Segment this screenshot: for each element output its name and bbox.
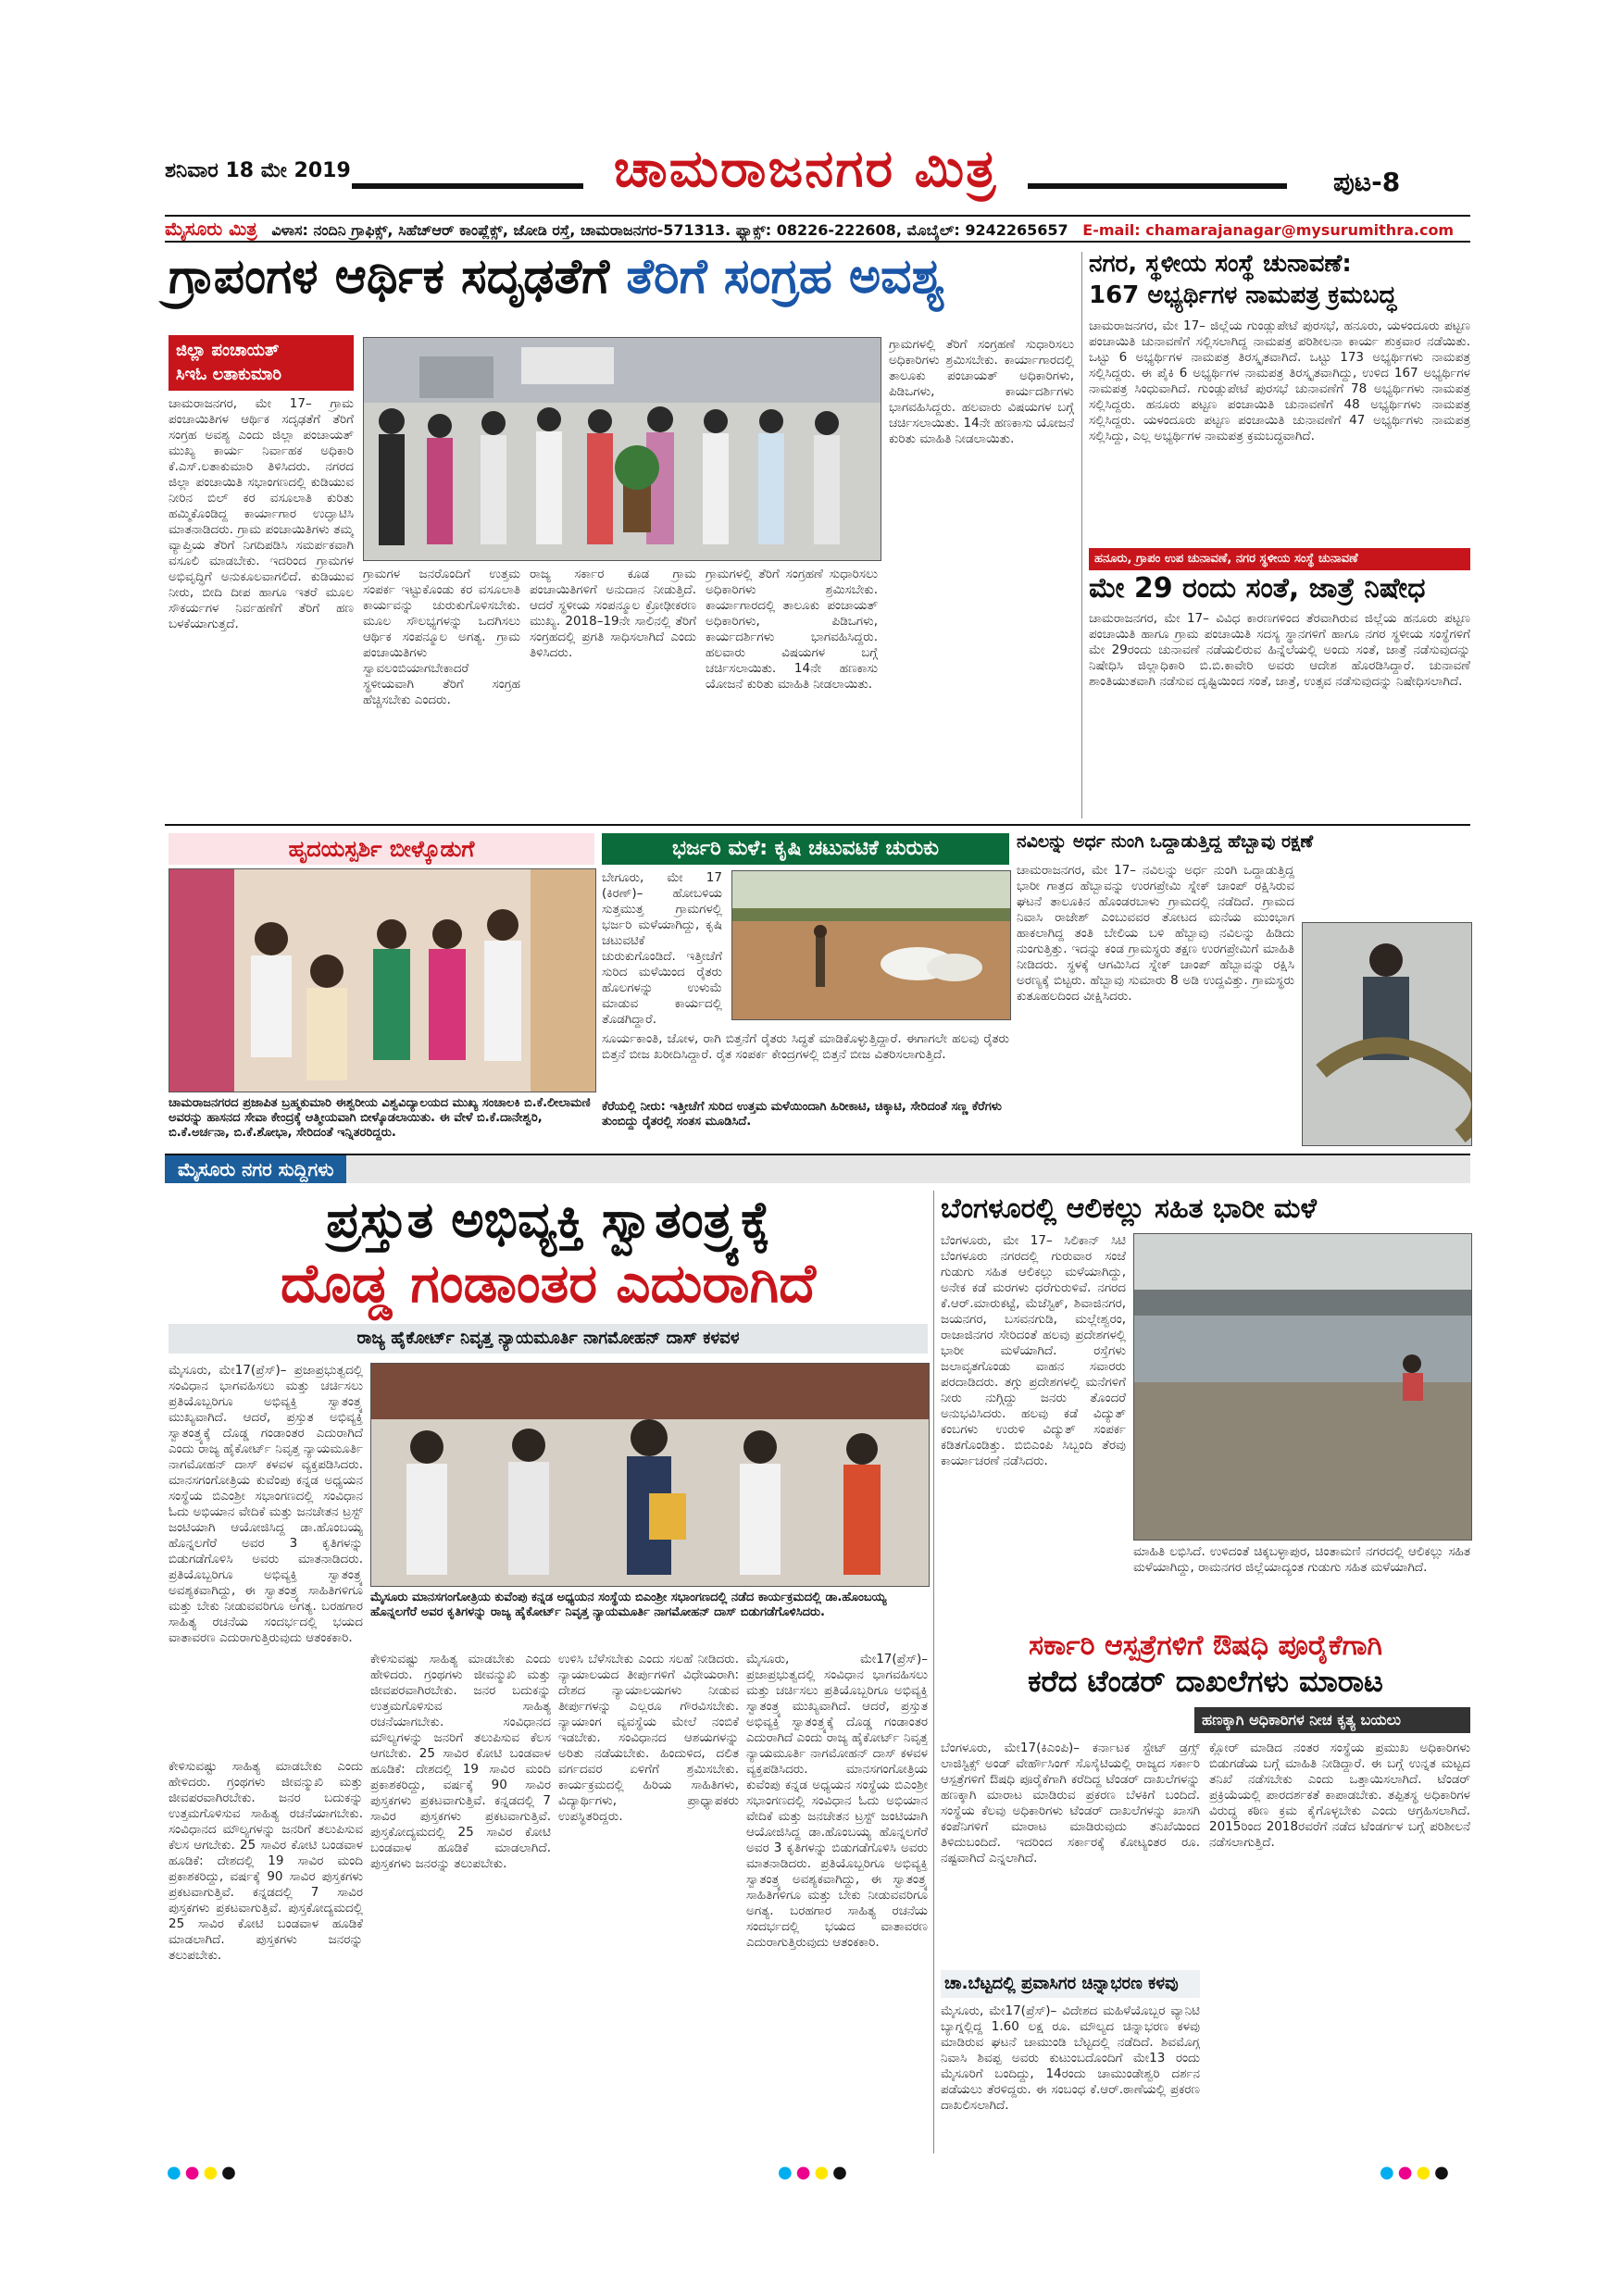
book-release-photo-graphic bbox=[371, 1364, 929, 1586]
article6-body-col1: ಮೈಸೂರು, ಮೇ17(ಪ್ರೆಸ್)– ಪ್ರಜಾಪ್ರಭುತ್ವದಲ್ಲಿ ಸಂವಿಧಾನ ಭಾಗವಹಿಸಲು ಮತ್ತು ಚರ್ಚಿಸಲು ಪ್ರತಿಯೊಬ್ಬರಿಗೂ ಅಭಿವ್ಯಕ್ತಿ ಸ್ವಾತಂತ್ರ್ಯ ಮುಖ್ಯವಾಗಿದೆ. ಆದರೆ, ಪ್ರಸ್ತುತ ಅಭಿವ್ಯಕ್ತಿ ಸ್ವಾತಂತ್ರ್ಯಕ್ಕೆ ದೊಡ್ಡ ಗಂಡಾಂತರ ಎದುರಾಗಿದೆ ಎಂದು ರಾಜ್ಯ ಹೈಕೋರ್ಟ್ ನಿವೃತ್ತ ನ್ಯಾಯಮೂರ್ತಿ ನಾಗಮೋಹನ್ ದಾಸ್ ಕಳವಳ ವ್ಯಕ್ತಪಡಿಸಿದರು. ಮಾನಸಗಂಗೋತ್ರಿಯ ಕುವೆಂಪು ಕನ್ನಡ ಅಧ್ಯಯನ ಸಂಸ್ಥೆಯ ಬಿಎಂಶ್ರೀ ಸಭಾಂಗಣದಲ್ಲಿ ಸಂವಿಧಾನ ಓದು ಅಭಿಯಾನ ವೇದಿಕೆ ಮತ್ತು ಜನಚೇತನ ಟ್ರಸ್ಟ್ ಜಂಟಿಯಾಗಿ ಆಯೋಜಿಸಿದ್ದ ಡಾ.ಹೊಂಬಯ್ಯ ಹೊನ್ನಲಗೆರೆ ಅವರ 3 ಕೃತಿಗಳನ್ನು ಬಿಡುಗಡೆಗೊಳಿಸಿ ಅವರು ಮಾತನಾಡಿದರು. ಪ್ರತಿಯೊಬ್ಬರಿಗೂ ಅಭಿವ್ಯಕ್ತಿ ಸ್ವಾತಂತ್ರ್ಯ ಅವಶ್ಯಕವಾಗಿದ್ದು, ಈ ಸ್ವಾತಂತ್ರ್ಯ ಸಾಹಿತಿಗಳಿಗೂ ಮತ್ತು ಬೇಕು ನೀಡುವವರಿಗೂ ಅಗತ್ಯ. ಬರಹಗಾರ ಸಾಹಿತ್ಯ ರಚನೆಯ ಸಂದರ್ಭದಲ್ಲಿ ಭಯದ ವಾತಾವರಣ ಎದುರಾಗುತ್ತಿರುವುದು ಆತಂಕಕಾರಿ. bbox=[169, 1363, 363, 1645]
photo-feature-caption: ಚಾಮರಾಜನಗರದ ಪ್ರಜಾಪಿತ ಬ್ರಹ್ಮಕುಮಾರಿ ಈಶ್ವರೀಯ ವಿಶ್ವವಿದ್ಯಾಲಯದ ಮುಖ್ಯ ಸಂಚಾಲಕಿ ಬಿ.ಕೆ.ಲೀಲಾಮಣಿ ಅವರನ್ನು ಹಾಸನದ ಸೇವಾ ಕೇಂದ್ರಕ್ಕೆ ಆತ್ಮೀಯವಾಗಿ ಬೀಳ್ಕೊಡಲಾಯಿತು. ಈ ವೇಳೆ ಬಿ.ಕೆ.ದಾನೇಶ್ವರಿ, ಬಿ.ಕೆ.ಅರ್ಚನಾ, ಬಿ.ಕೆ.ಶೋಭಾ, ಸೇರಿದಂತೆ ಇನ್ನಿತರರಿದ್ದರು. bbox=[169, 1096, 591, 1140]
article1-kicker bbox=[169, 335, 354, 391]
article1-body-col3: ರಾಜ್ಯ ಸರ್ಕಾರ ಕೂಡ ಗ್ರಾಮ ಪಂಚಾಯಿತಿಗಳಿಗೆ ಅನುದಾನ ನೀಡುತ್ತಿದೆ. ಆದರೆ ಸ್ಥಳೀಯ ಸಂಪನ್ಮೂಲ ಕ್ರೋಢೀಕರಣ ಮುಖ್ಯ. 2018–19ನೇ ಸಾಲಿನಲ್ಲಿ ತೆರಿಗೆ ಸಂಗ್ರಹದಲ್ಲಿ ಪ್ರಗತಿ ಸಾಧಿಸಲಾಗಿದೆ ಎಂದು ತಿಳಿಸಿದರು. bbox=[530, 567, 696, 660]
article7-photo bbox=[1133, 1233, 1472, 1541]
registration-marks-left: ●●●● bbox=[167, 2163, 240, 2182]
publisher-logo: ಮೈಸೂರು ಮಿತ್ರ bbox=[165, 218, 257, 240]
photo-feature-image bbox=[169, 868, 596, 1092]
masthead-rule-right bbox=[1028, 183, 1287, 189]
article7-body-col1: ಬೆಂಗಳೂರು, ಮೇ 17– ಸಿಲಿಕಾನ್ ಸಿಟಿ ಬೆಂಗಳೂರು ನಗರದಲ್ಲಿ ಗುರುವಾರ ಸಂಜೆ ಗುಡುಗು ಸಹಿತ ಆಲಿಕಲ್ಲು ಮಳೆಯಾಗಿದ್ದು, ಅನೇಕ ಕಡೆ ಮರಗಳು ಧರೆಗುರುಳಿವೆ. ನಗರದ ಕೆ.ಆರ್.ಮಾರುಕಟ್ಟೆ, ಮೆಜೆಸ್ಟಿಕ್, ಶಿವಾಜಿನಗರ, ಜಯನಗರ, ಬಸವನಗುಡಿ, ಮಲ್ಲೇಶ್ವರಂ, ರಾಜಾಜಿನಗರ ಸೇರಿದಂತೆ ಹಲವು ಪ್ರದೇಶಗಳಲ್ಲಿ ಭಾರೀ ಮಳೆಯಾಗಿದೆ. ರಸ್ತೆಗಳು ಜಲಾವೃತಗೊಂಡು ವಾಹನ ಸವಾರರು ಪರದಾಡಿದರು. ತಗ್ಗು ಪ್ರದೇಶಗಳಲ್ಲಿ ಮನೆಗಳಿಗೆ ನೀರು ನುಗ್ಗಿದ್ದು ಜನರು ತೊಂದರೆ ಅನುಭವಿಸಿದರು. ಹಲವು ಕಡೆ ವಿದ್ಯುತ್ ಕಂಬಗಳು ಉರುಳಿ ವಿದ್ಯುತ್ ಸಂಪರ್ಕ ಕಡಿತಗೊಂಡಿತ್ತು. ಬಿಬಿಎಂಪಿ ಸಿಬ್ಬಂದಿ ತೆರವು ಕಾರ್ಯಾಚರಣೆ ನಡೆಸಿದರು. bbox=[941, 1233, 1126, 1468]
column-divider bbox=[933, 1191, 934, 2153]
article6-photo-caption: ಮೈಸೂರು ಮಾನಸಗಂಗೋತ್ರಿಯ ಕುವೆಂಪು ಕನ್ನಡ ಅಧ್ಯಯನ ಸಂಸ್ಥೆಯ ಬಿಎಂಶ್ರೀ ಸಭಾಂಗಣದಲ್ಲಿ ನಡೆದ ಕಾರ್ಯಕ್ರಮದಲ್ಲಿ ಡಾ.ಹೊಂಬಯ್ಯ ಹೊನ್ನಲಗೆರೆ ಅವರ ಕೃತಿಗಳನ್ನು ರಾಜ್ಯ ಹೈಕೋರ್ಟ್ ನಿವೃತ್ತ ನ್ಯಾಯಮೂರ್ತಿ ನಾಗಮೋಹನ್ ದಾಸ್ ಬಿಡುಗಡೆಗೊಳಿಸಿದರು. bbox=[370, 1591, 887, 1619]
photo-feature-headline: ಹೃದಯಸ್ಪರ್ಶಿ ಬೀಳ್ಕೊಡುಗೆ bbox=[169, 833, 594, 865]
article8-body-col2: ಕ್ಲೋರ್ ಮಾಡಿದ ನಂತರ ಸಂಸ್ಥೆಯ ಪ್ರಮುಖ ಅಧಿಕಾರಿಗಳು ಬಿಡುಗಡೆಯ ಬಗ್ಗೆ ಮಾಹಿತಿ ನೀಡಿದ್ದಾರೆ. ಈ ಬಗ್ಗೆ ಉನ್ನತ ಮಟ್ಟದ ತನಿಖೆ ನಡೆಸಬೇಕು ಎಂದು ಒತ್ತಾಯಿಸಲಾಗಿದೆ. ಟೆಂಡರ್ ಪ್ರಕ್ರಿಯೆಯಲ್ಲಿ ಪಾರದರ್ಶಕತೆ ಕಾಪಾಡಬೇಕು. ತಪ್ಪಿತಸ್ಥ ಅಧಿಕಾರಿಗಳ ವಿರುದ್ಧ ಕಠಿಣ ಕ್ರಮ ಕೈಗೊಳ್ಳಬೇಕು ಎಂದು ಆಗ್ರಹಿಸಲಾಗಿದೆ. 2015ರಿಂದ 2018ರವರೆಗೆ ನಡೆದ ಟೆಂಡರ್ಗಳ ಬಗ್ಗೆ ಪರಿಶೀಲನೆ ನಡೆಸಲಾಗುತ್ತಿದೆ. bbox=[1209, 1741, 1470, 1850]
article5-body: ಚಾಮರಾಜನಗರ, ಮೇ 17– ನವಿಲನ್ನು ಅರ್ಧ ನುಂಗಿ ಒದ್ದಾಡುತ್ತಿದ್ದ ಭಾರೀ ಗಾತ್ರದ ಹೆಬ್ಬಾವನ್ನು ಉರಗಪ್ರೇಮಿ ಸ್ನೇಕ್ ಚಾಂಪ್ ರಕ್ಷಿಸಿರುವ ಘಟನೆ ತಾಲೂಕಿನ ಹೊಂಡರಬಾಳು ಗ್ರಾಮದಲ್ಲಿ ನಡೆದಿದೆ. ಗ್ರಾಮದ ನಿವಾಸಿ ರಾಜೇಶ್ ಎಂಬುವವರ ತೋಟದ ಮನೆಯ ಮುಂಭಾಗ ಹಾಕಲಾಗಿದ್ದ ತಂತಿ ಬೇಲಿಯ ಬಳಿ ಹೆಬ್ಬಾವು ನವಿಲನ್ನು ಹಿಡಿದು ನುಂಗುತ್ತಿತ್ತು. ಇದನ್ನು ಕಂಡ ಗ್ರಾಮಸ್ಥರು ತಕ್ಷಣ ಉರಗಪ್ರೇಮಿಗೆ ಮಾಹಿತಿ ನೀಡಿದರು. ಸ್ಥಳಕ್ಕೆ ಆಗಮಿಸಿದ ಸ್ನೇಕ್ ಚಾಂಪ್ ಹೆಬ್ಬಾವನ್ನು ರಕ್ಷಿಸಿ ಅರಣ್ಯಕ್ಕೆ ಬಿಟ್ಟರು. ಹೆಬ್ಬಾವು ಸುಮಾರು 8 ಅಡಿ ಉದ್ದವಿತ್ತು. ಗ್ರಾಮಸ್ಥರು ಕುತೂಹಲದಿಂದ ವೀಕ್ಷಿಸಿದರು. bbox=[1017, 863, 1294, 1004]
article8-subhead: ಹಣಕ್ಕಾಗಿ ಅಧಿಕಾರಿಗಳ ನೀಚ ಕೃತ್ಯ ಬಯಲು bbox=[1194, 1707, 1470, 1733]
masthead-title: ಚಾಮರಾಜನಗರ ಮಿತ್ರ bbox=[613, 139, 998, 199]
section-rule bbox=[165, 824, 1470, 826]
article6-headline-line2: ದೊಡ್ಡ ಗಂಡಾಂತರ ಎದುರಾಗಿದೆ bbox=[280, 1252, 817, 1315]
article1-kicker-line2: ಸಿಇಓ ಲತಾಕುಮಾರಿ bbox=[176, 365, 281, 384]
article1-headline bbox=[169, 249, 1187, 328]
article6-body-col1b: ಕೇಳಿಸುವಷ್ಟು ಸಾಹಿತ್ಯ ಮಾಡಬೇಕು ಎಂದು ಹೇಳಿದರು. ಗ್ರಂಥಗಳು ಜೀವನ್ಮುಖಿ ಮತ್ತು ಜೀವಪರವಾಗಿರಬೇಕು. ಜನರ ಬದುಕನ್ನು ಉತ್ತಮಗೊಳಿಸುವ ಸಾಹಿತ್ಯ ರಚನೆಯಾಗಬೇಕು. ಸಂವಿಧಾನದ ಮೌಲ್ಯಗಳನ್ನು ಜನರಿಗೆ ತಲುಪಿಸುವ ಕೆಲಸ ಆಗಬೇಕು. 25 ಸಾವಿರ ಕೋಟಿ ಬಂಡವಾಳ ಹೂಡಿಕೆ: ದೇಶದಲ್ಲಿ 19 ಸಾವಿರ ಮಂದಿ ಪ್ರಕಾಶಕರಿದ್ದು, ವರ್ಷಕ್ಕೆ 90 ಸಾವಿರ ಪುಸ್ತಕಗಳು ಪ್ರಕಟವಾಗುತ್ತಿವೆ. ಕನ್ನಡದಲ್ಲಿ 7 ಸಾವಿರ ಪುಸ್ತಕಗಳು ಪ್ರಕಟವಾಗುತ್ತಿವೆ. ಪುಸ್ತಕೋದ್ಯಮದಲ್ಲಿ 25 ಸಾವಿರ ಕೋಟಿ ಬಂಡವಾಳ ಹೂಡಿಕೆ ಮಾಡಲಾಗಿದೆ. ಪುಸ್ತಕಗಳು ಜನರನ್ನು ತಲುಪಬೇಕು. bbox=[169, 1759, 363, 1963]
article9-body: ಮೈಸೂರು, ಮೇ17(ಪ್ರೆಸ್)– ವಿದೇಶದ ಮಹಿಳೆಯೊಬ್ಬರ ವ್ಯಾನಿಟಿ ಬ್ಯಾಗ್ನಲ್ಲಿದ್ದ 1.60 ಲಕ್ಷ ರೂ. ಮೌಲ್ಯದ ಚಿನ್ನಾಭರಣ ಕಳವು ಮಾಡಿರುವ ಘಟನೆ ಚಾಮುಂಡಿ ಬೆಟ್ಟದಲ್ಲಿ ನಡೆದಿದೆ. ಶಿವಮೊಗ್ಗ ನಿವಾಸಿ ಶಿವಪ್ಪ ಅವರು ಕುಟುಂಬದೊಂದಿಗೆ ಮೇ13 ರಂದು ಮೈಸೂರಿಗೆ ಬಂದಿದ್ದು, 14ರಂದು ಚಾಮುಂಡೇಶ್ವರಿ ದರ್ಶನ ಪಡೆಯಲು ತೆರಳಿದ್ದರು. ಈ ಸಂಬಂಧ ಕೆ.ಆರ್.ಠಾಣೆಯಲ್ಲಿ ಪ್ರಕರಣ ದಾಖಲಿಸಲಾಗಿದೆ. bbox=[941, 2003, 1200, 2113]
article3-kicker: ಹನೂರು, ಗ್ರಾಪಂ ಉಪ ಚುನಾವಣೆ, ನಗರ ಸ್ಥಳೀಯ ಸಂಸ್ಥೆ ಚುನಾವಣೆ bbox=[1089, 548, 1470, 570]
flooded-road-photo-graphic bbox=[1134, 1234, 1471, 1540]
article8-body-col1: ಬೆಂಗಳೂರು, ಮೇ17(ಕಿಎಂಪಿ)– ಕರ್ನಾಟಕ ಸ್ಟೇಟ್ ಡ್ರಗ್ಸ್ ಲಾಜಿಸ್ಟಿಕ್ಸ್ ಅಂಡ್ ವೇರ್ಹೌಸಿಂಗ್ ಸೊಸೈಟಿಯಲ್ಲಿ ರಾಜ್ಯದ ಸರ್ಕಾರಿ ಆಸ್ಪತ್ರೆಗಳಿಗೆ ಔಷಧಿ ಪೂರೈಕೆಗಾಗಿ ಕರೆದಿದ್ದ ಟೆಂಡರ್ ದಾಖಲೆಗಳನ್ನು ಹಣಕ್ಕಾಗಿ ಮಾರಾಟ ಮಾಡಿರುವ ಪ್ರಕರಣ ಬೆಳಕಿಗೆ ಬಂದಿದೆ. ಸಂಸ್ಥೆಯ ಕೆಲವು ಅಧಿಕಾರಿಗಳು ಟೆಂಡರ್ ದಾಖಲೆಗಳನ್ನು ಖಾಸಗಿ ಕಂಪೆನಿಗಳಿಗೆ ಮಾರಾಟ ಮಾಡಿರುವುದು ತನಿಖೆಯಿಂದ ತಿಳಿದುಬಂದಿದೆ. ಇದರಿಂದ ಸರ್ಕಾರಕ್ಕೆ ಕೋಟ್ಯಂತರ ರೂ. ನಷ್ಟವಾಗಿದೆ ಎನ್ನಲಾಗಿದೆ. bbox=[941, 1741, 1200, 1866]
article6-body-col2: ಕೇಳಿಸುವಷ್ಟು ಸಾಹಿತ್ಯ ಮಾಡಬೇಕು ಎಂದು ಹೇಳಿದರು. ಗ್ರಂಥಗಳು ಜೀವನ್ಮುಖಿ ಮತ್ತು ಜೀವಪರವಾಗಿರಬೇಕು. ಜನರ ಬದುಕನ್ನು ಉತ್ತಮಗೊಳಿಸುವ ಸಾಹಿತ್ಯ ರಚನೆಯಾಗಬೇಕು. ಸಂವಿಧಾನದ ಮೌಲ್ಯಗಳನ್ನು ಜನರಿಗೆ ತಲುಪಿಸುವ ಕೆಲಸ ಆಗಬೇಕು. 25 ಸಾವಿರ ಕೋಟಿ ಬಂಡವಾಳ ಹೂಡಿಕೆ: ದೇಶದಲ್ಲಿ 19 ಸಾವಿರ ಮಂದಿ ಪ್ರಕಾಶಕರಿದ್ದು, ವರ್ಷಕ್ಕೆ 90 ಸಾವಿರ ಪುಸ್ತಕಗಳು ಪ್ರಕಟವಾಗುತ್ತಿವೆ. ಕನ್ನಡದಲ್ಲಿ 7 ಸಾವಿರ ಪುಸ್ತಕಗಳು ಪ್ರಕಟವಾಗುತ್ತಿವೆ. ಪುಸ್ತಕೋದ್ಯಮದಲ್ಲಿ 25 ಸಾವಿರ ಕೋಟಿ ಬಂಡವಾಳ ಹೂಡಿಕೆ ಮಾಡಲಾಗಿದೆ. ಪುಸ್ತಕಗಳು ಜನರನ್ನು ತಲುಪಬೇಕು. bbox=[370, 1652, 551, 1871]
article1-headline-part2: ತೆರಿಗೆ ಸಂಗ್ರಹ ಅವಶ್ಯ bbox=[626, 249, 945, 305]
article4-photo-caption: ಕೆರೆಯಲ್ಲಿ ನೀರು: ಇತ್ತೀಚೆಗೆ ಸುರಿದ ಉತ್ತಮ ಮಳೆಯಿಂದಾಗಿ ಹಿರೀಕಾಟಿ, ಚಿಕ್ಕಾಟಿ, ಸೇರಿದಂತೆ ಸಣ್ಣ ಕೆರೆಗಳು ತುಂಬಿದ್ದು ರೈತರಲ್ಲಿ ಸಂತಸ ಮೂಡಿಸಿದೆ. bbox=[602, 1100, 1002, 1129]
article3-body: ಚಾಮರಾಜನಗರ, ಮೇ 17– ವಿವಿಧ ಕಾರಣಗಳಿಂದ ತೆರವಾಗಿರುವ ಜಿಲ್ಲೆಯ ಹನೂರು ಪಟ್ಟಣ ಪಂಚಾಯಿತಿ ಹಾಗೂ ಗ್ರಾಮ ಪಂಚಾಯಿತಿ ಸದಸ್ಯ ಸ್ಥಾನಗಳಿಗೆ ಹಾಗೂ ನಗರ ಸ್ಥಳೀಯ ಸಂಸ್ಥೆಗಳಿಗೆ ಮೇ 29ರಂದು ಚುನಾವಣೆ ನಡೆಯಲಿರುವ ಹಿನ್ನೆಲೆಯಲ್ಲಿ ಅಂದು ಸಂತೆ, ಜಾತ್ರೆ ನಡೆಸುವುದನ್ನು ನಿಷೇಧಿಸಿ ಜಿಲ್ಲಾಧಿಕಾರಿ ಬಿ.ಬಿ.ಕಾವೇರಿ ಅವರು ಆದೇಶ ಹೊರಡಿಸಿದ್ದಾರೆ. ಚುನಾವಣೆ ಶಾಂತಿಯುತವಾಗಿ ನಡೆಸುವ ದೃಷ್ಟಿಯಿಂದ ಸಂತೆ, ಜಾತ್ರೆ, ಉತ್ಸವ ನಡೆಸುವುದನ್ನು ನಿಷೇಧಿಸಲಾಗಿದೆ. bbox=[1089, 611, 1470, 689]
article1-body-col2: ಗ್ರಾಮಗಳ ಜನರೊಂದಿಗೆ ಉತ್ತಮ ಸಂಪರ್ಕ ಇಟ್ಟುಕೊಂಡು ಕರ ವಸೂಲಾತಿ ಕಾರ್ಯವನ್ನು ಚುರುಕುಗೊಳಿಸಬೇಕು. ಮೂಲ ಸೌಲಭ್ಯಗಳನ್ನು ಒದಗಿಸಲು ಆರ್ಥಿಕ ಸಂಪನ್ಮೂಲ ಅಗತ್ಯ. ಗ್ರಾಮ ಪಂಚಾಯಿತಿಗಳು ಸ್ವಾವಲಂಬಿಯಾಗಬೇಕಾದರೆ ಸ್ಥಳೀಯವಾಗಿ ತೆರಿಗೆ ಸಂಗ್ರಹ ಹೆಚ್ಚಿಸಬೇಕು ಎಂದರು. bbox=[363, 567, 520, 707]
page-number: ಪುಟ-8 bbox=[1333, 167, 1401, 197]
farewell-photo-graphic bbox=[169, 869, 595, 1092]
article2-body: ಚಾಮರಾಜನಗರ, ಮೇ 17– ಜಿಲ್ಲೆಯ ಗುಂಡ್ಲುಪೇಟೆ ಪುರಸಭೆ, ಹನೂರು, ಯಳಂದೂರು ಪಟ್ಟಣ ಪಂಚಾಯಿತಿ ಚುನಾವಣೆಗೆ ಸಲ್ಲಿಸಲಾಗಿದ್ದ ನಾಮಪತ್ರ ಪರಿಶೀಲನಾ ಕಾರ್ಯ ಶುಕ್ರವಾರ ನಡೆಯಿತು. ಒಟ್ಟು 6 ಅಭ್ಯರ್ಥಿಗಳ ನಾಮಪತ್ರ ತಿರಸ್ಕೃತವಾಗಿದೆ. ಒಟ್ಟು 173 ಅಭ್ಯರ್ಥಿಗಳು ನಾಮಪತ್ರ ಸಲ್ಲಿಸಿದ್ದರು. ಈ ಪೈಕಿ 6 ಅಭ್ಯರ್ಥಿಗಳ ನಾಮಪತ್ರ ತಿರಸ್ಕೃತವಾಗಿದ್ದು, ಉಳಿದ 167 ಅಭ್ಯರ್ಥಿಗಳ ನಾಮಪತ್ರ ಸಿಂಧುವಾಗಿದೆ. ಗುಂಡ್ಲುಪೇಟೆ ಪುರಸಭೆ ಚುನಾವಣೆಗೆ 78 ಅಭ್ಯರ್ಥಿಗಳು ನಾಮಪತ್ರ ಸಲ್ಲಿಸಿದ್ದರು. ಹನೂರು ಪಟ್ಟಣ ಪಂಚಾಯಿತಿ ಚುನಾವಣೆಗೆ 48 ಅಭ್ಯರ್ಥಿಗಳು ನಾಮಪತ್ರ ಸಲ್ಲಿಸಿದ್ದರು. ಯಳಂದೂರು ಪಟ್ಟಣ ಪಂಚಾಯಿತಿ ಚುನಾವಣೆಗೆ 47 ಅಭ್ಯರ್ಥಿಗಳು ನಾಮಪತ್ರ ಸಲ್ಲಿಸಿದ್ದು, ಎಲ್ಲ ಅಭ್ಯರ್ಥಿಗಳ ನಾಮಪತ್ರ ಕ್ರಮಬದ್ಧವಾಗಿದೆ. bbox=[1089, 318, 1470, 443]
article6-body-col3: ಉಳಿಸಿ ಬೆಳೆಸಬೇಕು ಎಂದು ಸಲಹೆ ನೀಡಿದರು. ನ್ಯಾಯಾಲಯದ ತೀರ್ಪುಗಳಿಗೆ ವಿಧೇಯರಾಗಿ: ದೇಶದ ನ್ಯಾಯಾಲಯಗಳು ನೀಡುವ ತೀರ್ಪುಗಳನ್ನು ಎಲ್ಲರೂ ಗೌರವಿಸಬೇಕು. ನ್ಯಾಯಾಂಗ ವ್ಯವಸ್ಥೆಯ ಮೇಲೆ ನಂಬಿಕೆ ಇಡಬೇಕು. ಸಂವಿಧಾನದ ಆಶಯಗಳನ್ನು ಅರಿತು ನಡೆಯಬೇಕು. ಹಿಂದುಳಿದ, ದಲಿತ ವರ್ಗದವರ ಏಳಿಗೆಗೆ ಶ್ರಮಿಸಬೇಕು. ಕಾರ್ಯಕ್ರಮದಲ್ಲಿ ಹಿರಿಯ ಸಾಹಿತಿಗಳು, ವಿದ್ಯಾರ್ಥಿಗಳು, ಪ್ರಾಧ್ಯಾಪಕರು ಉಪಸ್ಥಿತರಿದ್ದರು. bbox=[558, 1652, 739, 1824]
ploughing-photo-graphic bbox=[732, 871, 1010, 1019]
ceremony-photo-graphic bbox=[364, 338, 881, 560]
article8-headline-line1: ಸರ್ಕಾರಿ ಆಸ್ಪತ್ರೆಗಳಿಗೆ ಔಷಧಿ ಪೂರೈಕೆಗಾಗಿ bbox=[1029, 1629, 1382, 1662]
article5-photo bbox=[1302, 922, 1472, 1146]
article6-body-col4: ಮೈಸೂರು, ಮೇ17(ಪ್ರೆಸ್)– ಪ್ರಜಾಪ್ರಭುತ್ವದಲ್ಲಿ ಸಂವಿಧಾನ ಭಾಗವಹಿಸಲು ಮತ್ತು ಚರ್ಚಿಸಲು ಪ್ರತಿಯೊಬ್ಬರಿಗೂ ಅಭಿವ್ಯಕ್ತಿ ಸ್ವಾತಂತ್ರ್ಯ ಮುಖ್ಯವಾಗಿದೆ. ಆದರೆ, ಪ್ರಸ್ತುತ ಅಭಿವ್ಯಕ್ತಿ ಸ್ವಾತಂತ್ರ್ಯಕ್ಕೆ ದೊಡ್ಡ ಗಂಡಾಂತರ ಎದುರಾಗಿದೆ ಎಂದು ರಾಜ್ಯ ಹೈಕೋರ್ಟ್ ನಿವೃತ್ತ ನ್ಯಾಯಮೂರ್ತಿ ನಾಗಮೋಹನ್ ದಾಸ್ ಕಳವಳ ವ್ಯಕ್ತಪಡಿಸಿದರು. ಮಾನಸಗಂಗೋತ್ರಿಯ ಕುವೆಂಪು ಕನ್ನಡ ಅಧ್ಯಯನ ಸಂಸ್ಥೆಯ ಬಿಎಂಶ್ರೀ ಸಭಾಂಗಣದಲ್ಲಿ ಸಂವಿಧಾನ ಓದು ಅಭಿಯಾನ ವೇದಿಕೆ ಮತ್ತು ಜನಚೇತನ ಟ್ರಸ್ಟ್ ಜಂಟಿಯಾಗಿ ಆಯೋಜಿಸಿದ್ದ ಡಾ.ಹೊಂಬಯ್ಯ ಹೊನ್ನಲಗೆರೆ ಅವರ 3 ಕೃತಿಗಳನ್ನು ಬಿಡುಗಡೆಗೊಳಿಸಿ ಅವರು ಮಾತನಾಡಿದರು. ಪ್ರತಿಯೊಬ್ಬರಿಗೂ ಅಭಿವ್ಯಕ್ತಿ ಸ್ವಾತಂತ್ರ್ಯ ಅವಶ್ಯಕವಾಗಿದ್ದು, ಈ ಸ್ವಾತಂತ್ರ್ಯ ಸಾಹಿತಿಗಳಿಗೂ ಮತ್ತು ಬೇಕು ನೀಡುವವರಿಗೂ ಅಗತ್ಯ. ಬರಹಗಾರ ಸಾಹಿತ್ಯ ರಚನೆಯ ಸಂದರ್ಭದಲ್ಲಿ ಭಯದ ವಾತಾವರಣ ಎದುರಾಗುತ್ತಿರುವುದು ಆತಂಕಕಾರಿ. bbox=[746, 1652, 928, 1950]
article1-body-col5: ಗ್ರಾಮಗಳಲ್ಲಿ ತೆರಿಗೆ ಸಂಗ್ರಹಣೆ ಸುಧಾರಿಸಲು ಅಧಿಕಾರಿಗಳು ಶ್ರಮಿಸಬೇಕು. ಕಾರ್ಯಾಗಾರದಲ್ಲಿ ತಾಲೂಕು ಪಂಚಾಯತ್ ಅಧಿಕಾರಿಗಳು, ಪಿಡಿಒಗಳು, ಕಾರ್ಯದರ್ಶಿಗಳು ಭಾಗವಹಿಸಿದ್ದರು. ಹಲವಾರು ವಿಷಯಗಳ ಬಗ್ಗೆ ಚರ್ಚಿಸಲಾಯಿತು. 14ನೇ ಹಣಕಾಸು ಯೋಜನೆ ಕುರಿತು ಮಾಹಿತಿ ನೀಡಲಾಯಿತು. bbox=[889, 337, 1074, 446]
article2-headline-line2: 167 ಅಭ್ಯರ್ಥಿಗಳ ನಾಮಪತ್ರ ಕ್ರಮಬದ್ಧ bbox=[1089, 281, 1397, 309]
issue-date: ಶನಿವಾರ 18 ಮೇ 2019 bbox=[165, 159, 351, 182]
article6-headline-line1: ಪ್ರಸ್ತುತ ಅಭಿವ್ಯಕ್ತಿ ಸ್ವಾತಂತ್ರ್ಯಕ್ಕೆ bbox=[326, 1191, 770, 1249]
article2-headline-line1: ನಗರ, ಸ್ಥಳೀಯ ಸಂಸ್ಥೆ ಚುನಾವಣೆ: bbox=[1089, 250, 1352, 278]
article1-photo bbox=[363, 337, 881, 561]
article6-photo bbox=[370, 1363, 930, 1587]
article4-photo bbox=[731, 870, 1011, 1020]
article6-subhead: ರಾಜ್ಯ ಹೈಕೋರ್ಟ್ ನಿವೃತ್ತ ನ್ಯಾಯಮೂರ್ತಿ ನಾಗಮೋಹನ್ ದಾಸ್ ಕಳವಳ bbox=[169, 1324, 928, 1354]
article4-body-top: ಬೇಗೂರು, ಮೇ 17 (ಕಿರಣ್)– ಹೋಬಳಿಯ ಸುತ್ತಮುತ್ತ ಗ್ರಾಮಗಳಲ್ಲಿ ಭರ್ಜರಿ ಮಳೆಯಾಗಿದ್ದು, ಕೃಷಿ ಚಟುವಟಿಕೆ ಚುರುಕುಗೊಂಡಿದೆ. ಇತ್ತೀಚೆಗೆ ಸುರಿದ ಮಳೆಯಿಂದ ರೈತರು ಹೊಲಗಳನ್ನು ಉಳುಮೆ ಮಾಡುವ ಕಾರ್ಯದಲ್ಲಿ ತೊಡಗಿದ್ದಾರೆ. bbox=[602, 870, 722, 1027]
article7-headline: ಬೆಂಗಳೂರಲ್ಲಿ ಆಲಿಕಲ್ಲು ಸಹಿತ ಭಾರೀ ಮಳೆ bbox=[941, 1192, 1317, 1225]
registration-marks-right: ●●●● bbox=[1380, 2163, 1453, 2182]
publisher-email: E-mail: chamarajanagar@mysurumithra.com bbox=[1082, 221, 1455, 239]
article4-headline: ಭರ್ಜರಿ ಮಳೆ: ಕೃಷಿ ಚಟುವಟಿಕೆ ಚುರುಕು bbox=[602, 833, 1009, 865]
section-bar-label: ಮೈಸೂರು ನಗರ ಸುದ್ದಿಗಳು bbox=[165, 1155, 346, 1183]
article7-body-col2: ಮಾಹಿತಿ ಲಭಿಸಿದೆ. ಉಳಿದಂತೆ ಚಿಕ್ಕಬಳ್ಳಾಪುರ, ಚಿಂತಾಮಣಿ ನಗರದಲ್ಲಿ ಆಲಿಕಲ್ಲು ಸಹಿತ ಮಳೆಯಾಗಿದ್ದು, ರಾಮನಗರ ಜಿಲ್ಲೆಯಾದ್ಯಂತ ಗುಡುಗು ಸಹಿತ ಮಳೆಯಾಗಿದೆ. bbox=[1133, 1544, 1470, 1575]
article1-body-col4: ಗ್ರಾಮಗಳಲ್ಲಿ ತೆರಿಗೆ ಸಂಗ್ರಹಣೆ ಸುಧಾರಿಸಲು ಅಧಿಕಾರಿಗಳು ಶ್ರಮಿಸಬೇಕು. ಕಾರ್ಯಾಗಾರದಲ್ಲಿ ತಾಲೂಕು ಪಂಚಾಯತ್ ಅಧಿಕಾರಿಗಳು, ಪಿಡಿಒಗಳು, ಕಾರ್ಯದರ್ಶಿಗಳು ಭಾಗವಹಿಸಿದ್ದರು. ಹಲವಾರು ವಿಷಯಗಳ ಬಗ್ಗೆ ಚರ್ಚಿಸಲಾಯಿತು. 14ನೇ ಹಣಕಾಸು ಯೋಜನೆ ಕುರಿತು ಮಾಹಿತಿ ನೀಡಲಾಯಿತು. bbox=[706, 567, 878, 692]
publisher-address: ವಿಳಾಸ: ನಂದಿನಿ ಗ್ರಾಫಿಕ್ಸ್, ಸಿಹೆಚ್ಆರ್ ಕಾಂಪ್ಲೆಕ್ಸ್, ಜೋಡಿ ರಸ್ತೆ, ಚಾಮರಾಜನಗರ-571313. ಫ್ಯಾಕ್ಸ್: 08226-222608, ಮೊಬೈಲ್: 9242265657 bbox=[271, 221, 1068, 239]
article5-headline: ನವಿಲನ್ನು ಅರ್ಧ ನುಂಗಿ ಒದ್ದಾಡುತ್ತಿದ್ದ ಹೆಬ್ಬಾವು ರಕ್ಷಣೆ bbox=[1017, 831, 1314, 852]
masthead-rule-left bbox=[352, 183, 583, 189]
article8-headline-line2: ಕರೆದ ಟೆಂಡರ್ ದಾಖಲೆಗಳು ಮಾರಾಟ bbox=[1028, 1664, 1383, 1699]
publisher-bar bbox=[165, 215, 1470, 243]
registration-marks-center: ●●●● bbox=[778, 2163, 851, 2182]
section-bar bbox=[165, 1154, 1470, 1183]
article1-kicker-line1: ಜಿಲ್ಲಾ ಪಂಚಾಯತ್ bbox=[176, 341, 280, 360]
article1-headline-part1: ಗ್ರಾಪಂಗಳ ಆರ್ಥಿಕ ಸದೃಢತೆಗೆ bbox=[169, 249, 610, 305]
article1-body-col1: ಚಾಮರಾಜನಗರ, ಮೇ 17– ಗ್ರಾಮ ಪಂಚಾಯಿತಿಗಳ ಆರ್ಥಿಕ ಸದೃಢತೆಗೆ ತೆರಿಗೆ ಸಂಗ್ರಹ ಅವಶ್ಯ ಎಂದು ಜಿಲ್ಲಾ ಪಂಚಾಯತ್ ಮುಖ್ಯ ಕಾರ್ಯ ನಿರ್ವಾಹಕ ಅಧಿಕಾರಿ ಕೆ.ಎಸ್.ಲತಾಕುಮಾರಿ ತಿಳಿಸಿದರು. ನಗರದ ಜಿಲ್ಲಾ ಪಂಚಾಯಿತಿ ಸಭಾಂಗಣದಲ್ಲಿ ಕುಡಿಯುವ ನೀರಿನ ಬಿಲ್ ಕರ ವಸೂಲಾತಿ ಕುರಿತು ಹಮ್ಮಿಕೊಂಡಿದ್ದ ಕಾರ್ಯಾಗಾರ ಉದ್ಘಾಟಿಸಿ ಮಾತನಾಡಿದರು. ಗ್ರಾಮ ಪಂಚಾಯಿತಿಗಳು ತಮ್ಮ ವ್ಯಾಪ್ತಿಯ ತೆರಿಗೆ ನಿಗದಿಪಡಿಸಿ ಸಮರ್ಪಕವಾಗಿ ವಸೂಲಿ ಮಾಡಬೇಕು. ಇದರಿಂದ ಗ್ರಾಮಗಳ ಅಭಿವೃದ್ಧಿಗೆ ಅನುಕೂಲವಾಗಲಿದೆ. ಕುಡಿಯುವ ನೀರು, ಬೀದಿ ದೀಪ ಹಾಗೂ ಇತರೆ ಮೂಲ ಸೌಕರ್ಯಗಳ ನಿರ್ವಹಣೆಗೆ ತೆರಿಗೆ ಹಣ ಬಳಕೆಯಾಗುತ್ತದೆ. bbox=[169, 396, 354, 631]
python-photo-graphic bbox=[1303, 923, 1471, 1145]
article9-headline: ಚಾ.ಬೆಟ್ಟದಲ್ಲಿ ಪ್ರವಾಸಿಗರ ಚಿನ್ನಾಭರಣ ಕಳವು bbox=[941, 1970, 1200, 1998]
column-divider bbox=[1081, 252, 1082, 818]
article3-headline: ಮೇ 29 ರಂದು ಸಂತೆ, ಜಾತ್ರೆ ನಿಷೇಧ bbox=[1089, 572, 1426, 605]
article4-body-bottom: ಸೂರ್ಯಕಾಂತಿ, ಜೋಳ, ರಾಗಿ ಬಿತ್ತನೆಗೆ ರೈತರು ಸಿದ್ಧತೆ ಮಾಡಿಕೊಳ್ಳುತ್ತಿದ್ದಾರೆ. ಈಗಾಗಲೇ ಹಲವು ರೈತರು ಬಿತ್ತನೆ ಬೀಜ ಖರೀದಿಸಿದ್ದಾರೆ. ರೈತ ಸಂಪರ್ಕ ಕೇಂದ್ರಗಳಲ್ಲಿ ಬಿತ್ತನೆ ಬೀಜ ವಿತರಿಸಲಾಗುತ್ತಿದೆ. bbox=[602, 1031, 1009, 1062]
